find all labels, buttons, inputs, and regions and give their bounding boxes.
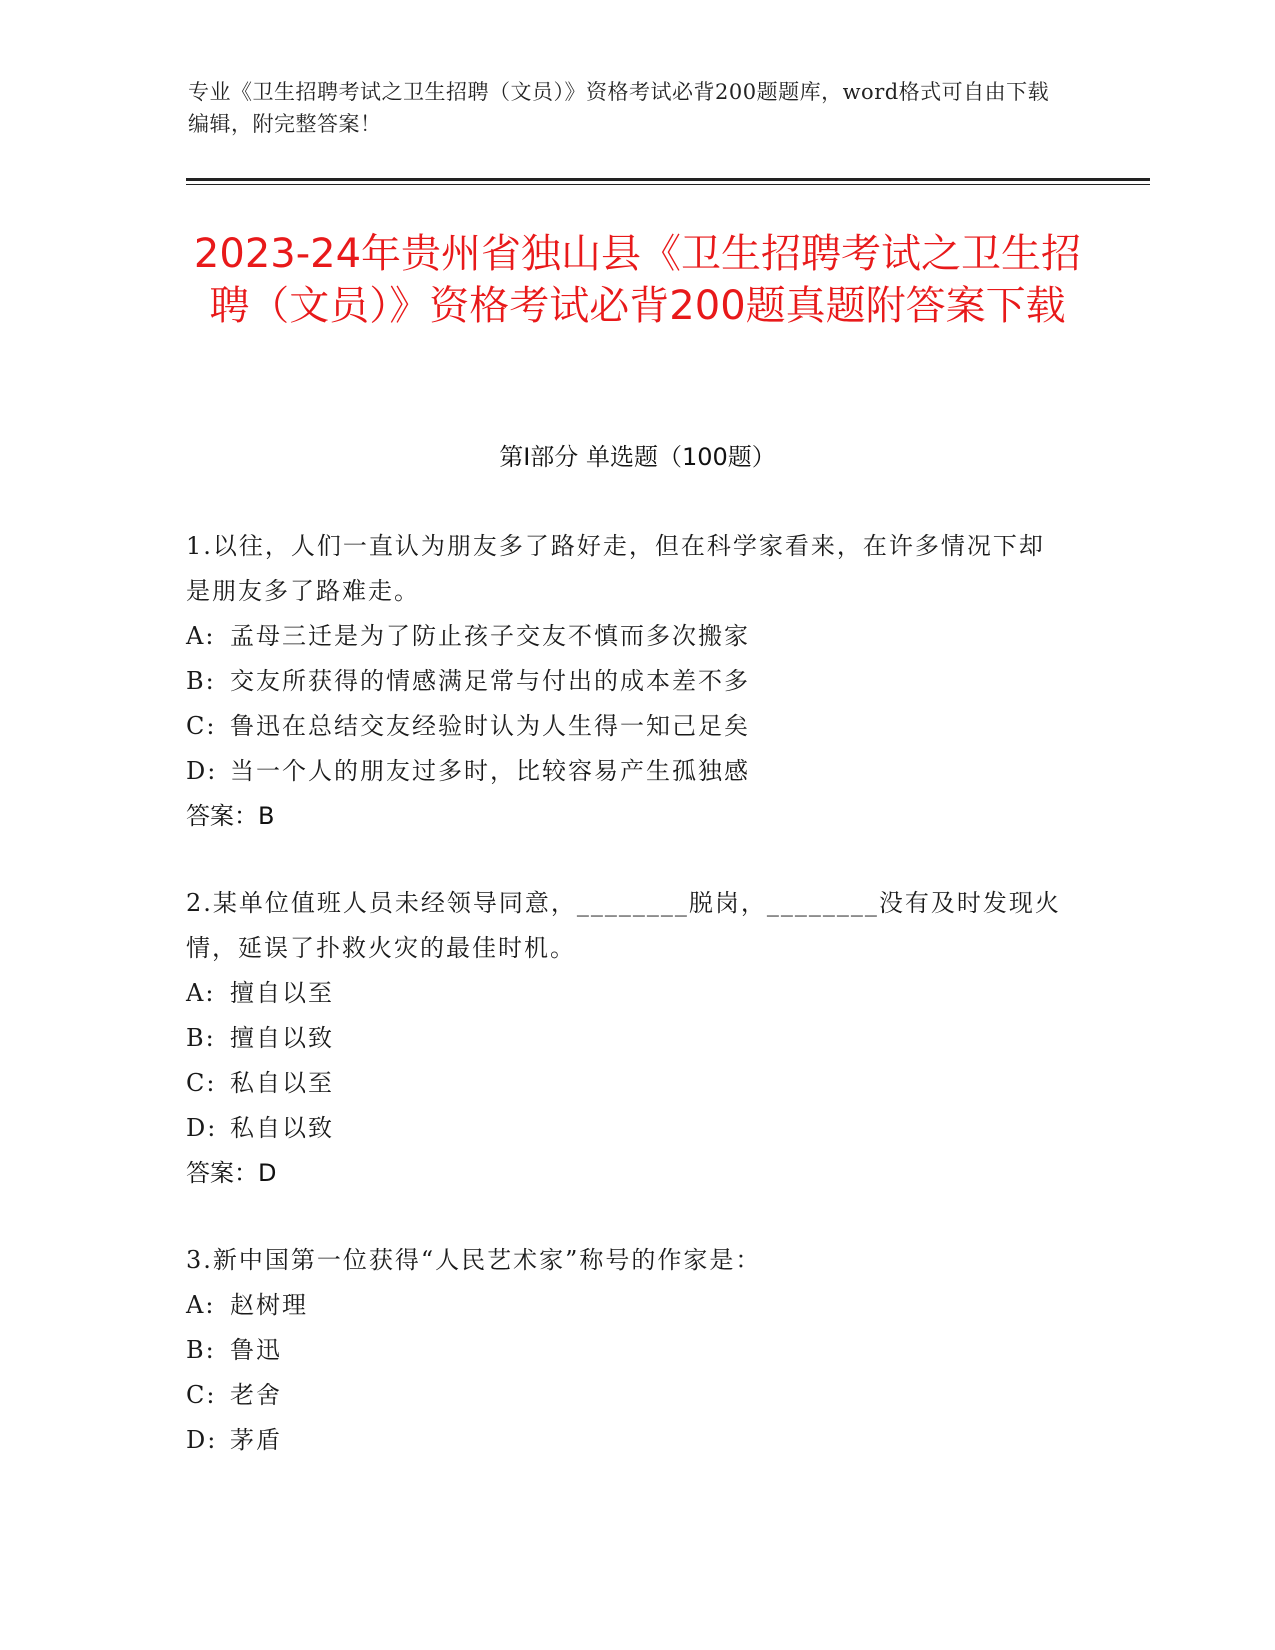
question-2	[186, 881, 1066, 1196]
option-text: 私自以致	[230, 1114, 334, 1142]
option-text: 交友所获得的情感满足常与付出的成本差不多	[230, 667, 750, 695]
option-letter: C:	[186, 712, 217, 740]
option-text: 茅盾	[230, 1426, 282, 1454]
option-b	[186, 1016, 1066, 1061]
option-text: 鲁迅在总结交友经验时认为人生得一知己足矣	[230, 712, 750, 740]
option-letter: A:	[186, 1291, 216, 1319]
option-b	[186, 659, 1066, 704]
option-letter: C:	[186, 1381, 217, 1409]
answer-line: 答案：D	[186, 1159, 277, 1187]
section-heading: 第I部分 单选题（100题）	[499, 443, 776, 471]
option-text: 私自以至	[230, 1069, 334, 1097]
question-3	[186, 1238, 1066, 1463]
option-letter: B:	[186, 1024, 216, 1052]
option-letter: B:	[186, 1336, 216, 1364]
option-text: 擅自以至	[230, 979, 334, 1007]
option-text: 鲁迅	[230, 1336, 282, 1364]
option-letter: A:	[186, 622, 216, 650]
option-b	[186, 1328, 1066, 1373]
option-text: 擅自以致	[230, 1024, 334, 1052]
option-letter: D:	[186, 757, 218, 785]
option-c	[186, 704, 1066, 749]
header-note: 专业《卫生招聘考试之卫生招聘（文员）》资格考试必背200题题库，word格式可自由下载编辑，附完整答案！	[188, 80, 1050, 136]
option-a	[186, 614, 1066, 659]
answer-line: 答案：B	[186, 802, 275, 830]
option-a	[186, 971, 1066, 1016]
option-d	[186, 749, 1066, 794]
option-c	[186, 1061, 1066, 1106]
option-text: 当一个人的朋友过多时，比较容易产生孤独感	[230, 757, 750, 785]
document-title: 2023-24年贵州省独山县《卫生招聘考试之卫生招聘（文员）》资格考试必背200题真题附答案下载	[193, 231, 1082, 329]
option-a	[186, 1283, 1066, 1328]
option-letter: D:	[186, 1426, 218, 1454]
option-letter: D:	[186, 1114, 218, 1142]
option-text: 赵树理	[230, 1291, 308, 1319]
option-c	[186, 1373, 1066, 1418]
option-letter: C:	[186, 1069, 217, 1097]
question-text: 1.以往，人们一直认为朋友多了路好走，但在科学家看来，在许多情况下却是朋友多了路难走。	[186, 532, 1045, 605]
option-d	[186, 1418, 1066, 1463]
header-divider-thin	[186, 184, 1150, 185]
question-1	[186, 524, 1066, 839]
question-text: 3.新中国第一位获得“人民艺术家”称号的作家是：	[186, 1246, 762, 1274]
option-text: 老舍	[230, 1381, 282, 1409]
question-text: 2.某单位值班人员未经领导同意，________脱岗，________没有及时发现火情，延误了扑救火灾的最佳时机。	[186, 889, 1061, 962]
option-d	[186, 1106, 1066, 1151]
header-divider-thick	[186, 178, 1150, 181]
question-list	[186, 524, 1066, 1505]
option-text: 孟母三迁是为了防止孩子交友不慎而多次搬家	[230, 622, 750, 650]
option-letter: B:	[186, 667, 216, 695]
option-letter: A:	[186, 979, 216, 1007]
